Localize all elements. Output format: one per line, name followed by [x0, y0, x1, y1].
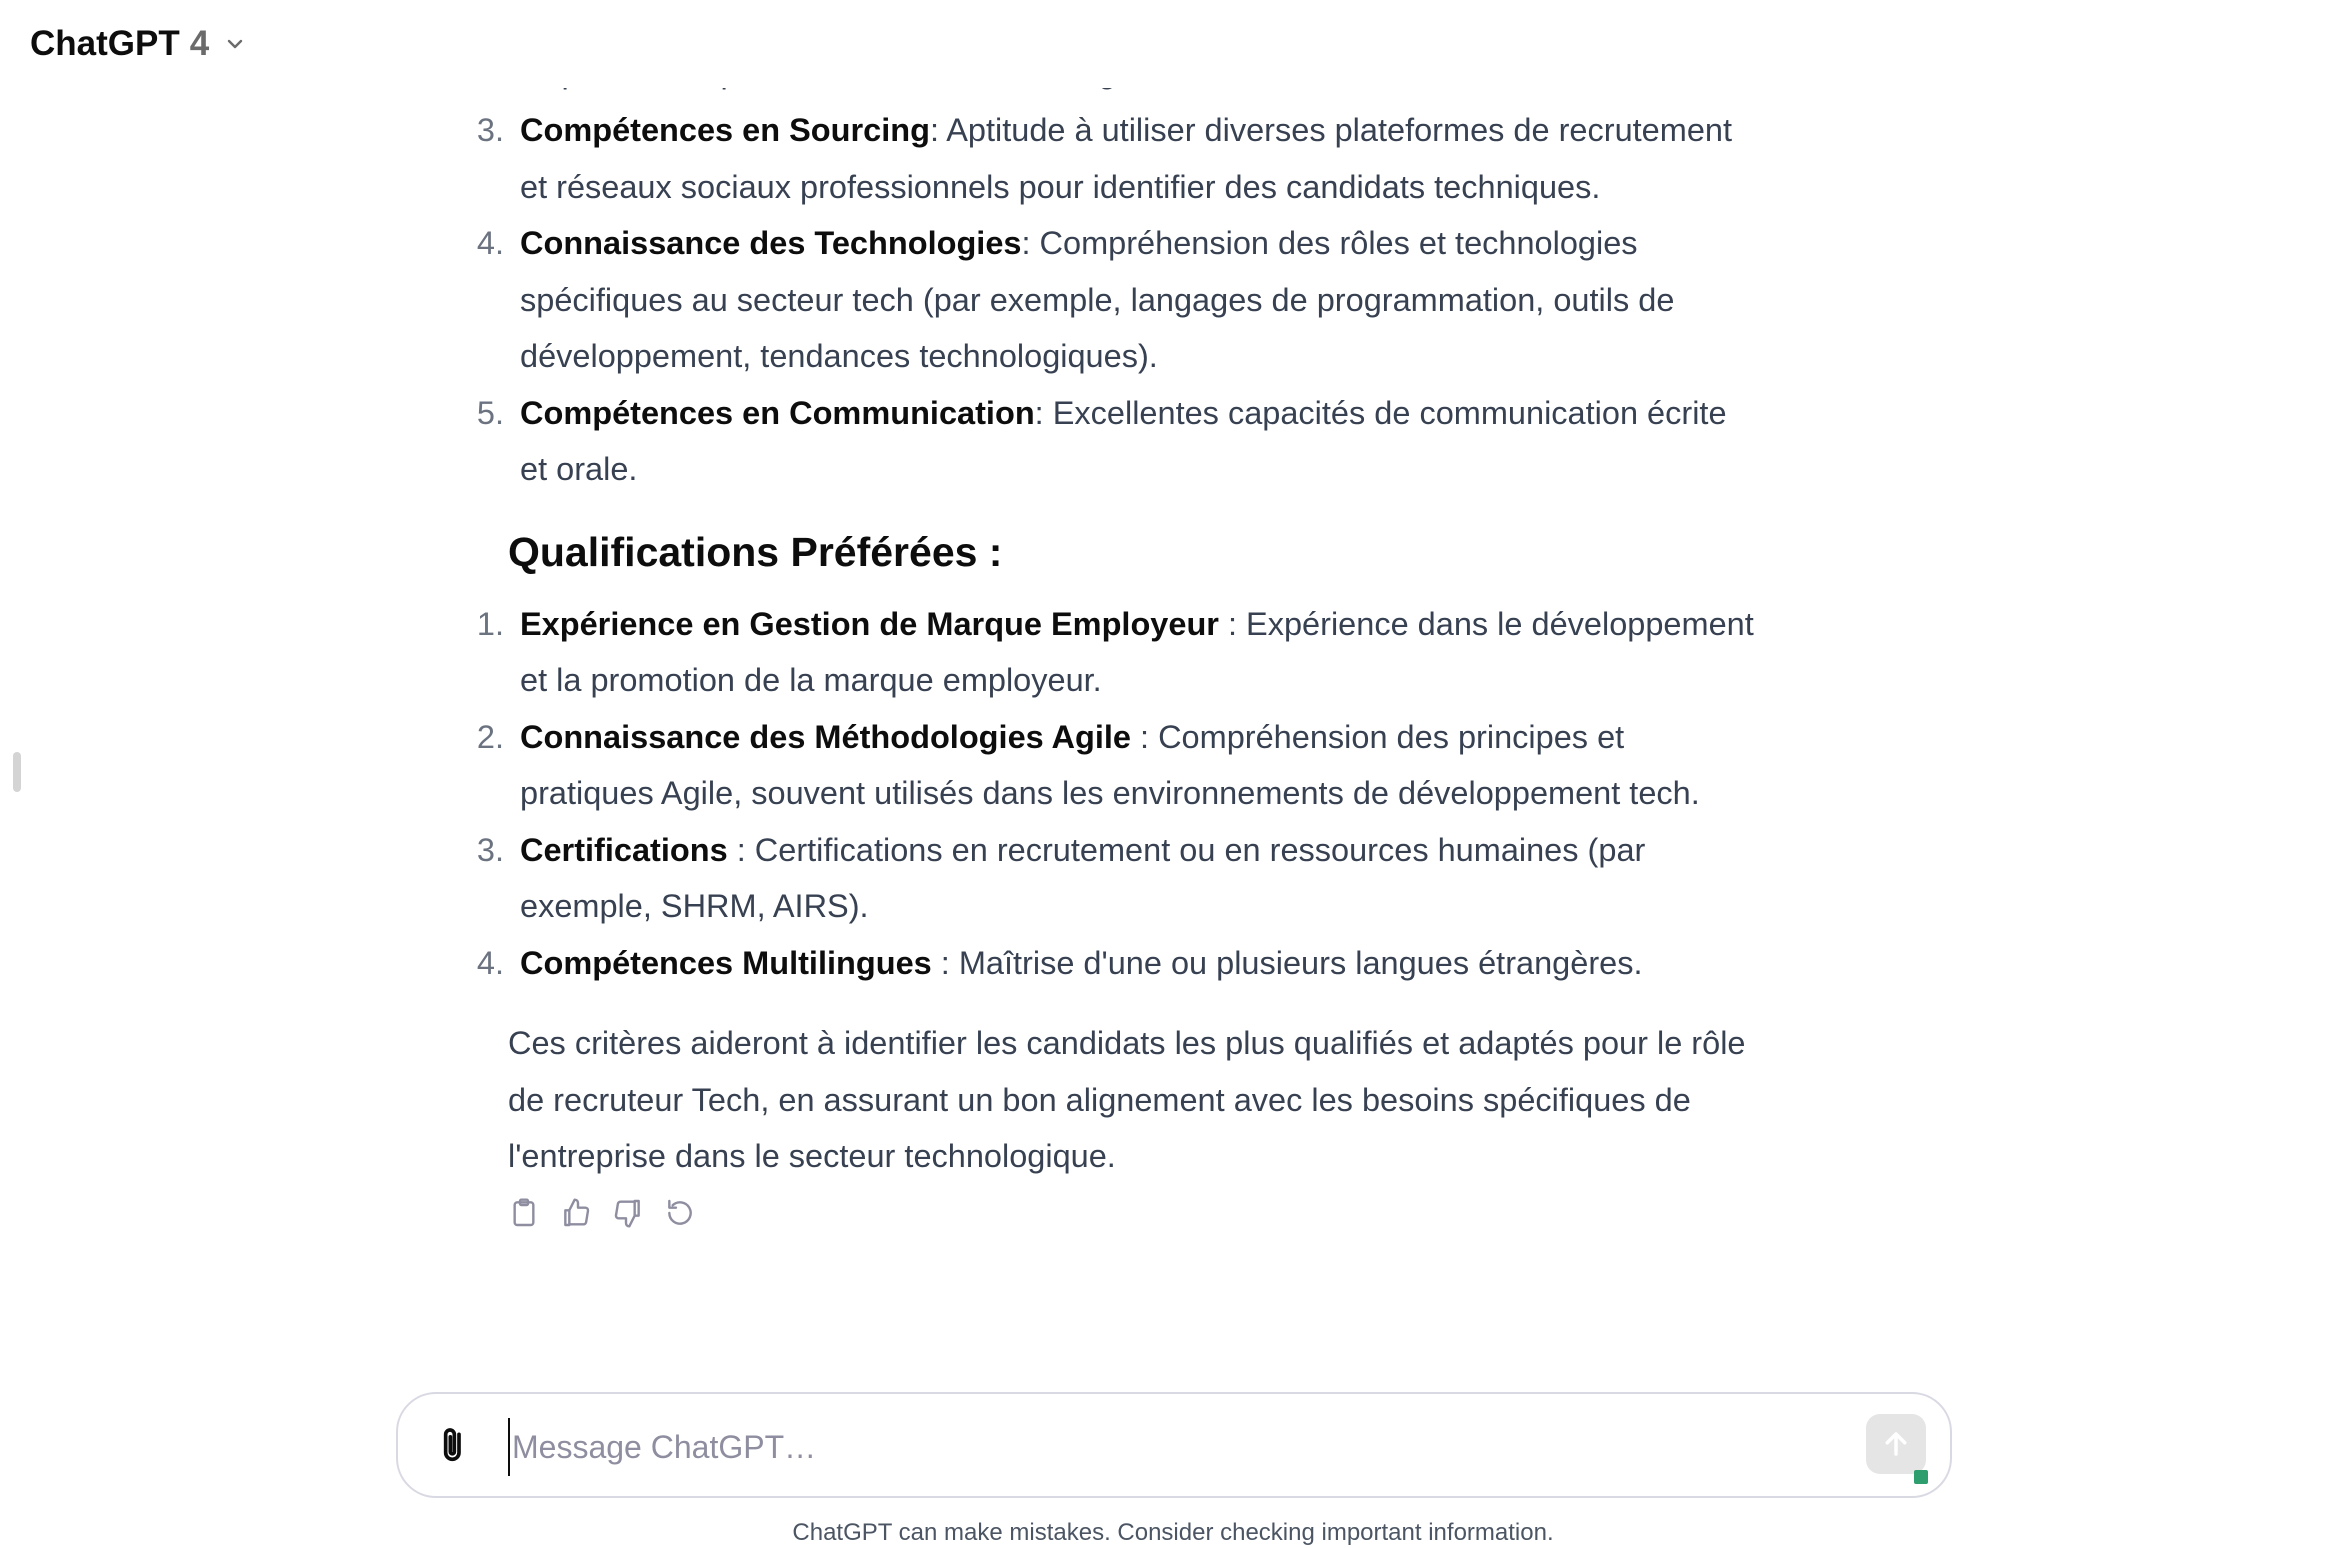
list-item — [476, 215, 1760, 385]
model-selector[interactable] — [24, 20, 253, 68]
disclaimer-text: ChatGPT can make mistakes. Consider checking important information. — [792, 1519, 1554, 1546]
item-text: : Compréhension des rôles et technologies spécifiques au secteur tech (par exemple, langages de programmation, outils de développement, tendances technologiques). — [520, 225, 1675, 374]
item-text: : Maîtrise d'une ou plusieurs langues étrangères. — [931, 944, 1643, 981]
item-title: Compétences en Sourcing — [520, 112, 930, 148]
chevron-down-icon — [223, 32, 247, 56]
model-name: ChatGPT — [30, 24, 180, 63]
list-number: 4. — [476, 944, 504, 981]
list-number: 4. — [476, 225, 504, 261]
preferred-qualifications-list — [476, 596, 1760, 992]
model-version: 4 — [189, 24, 210, 63]
sidebar-toggle-handle[interactable] — [13, 752, 21, 792]
item-title: Expérience en Gestion de Marque Employeur — [520, 605, 1219, 642]
list-number: 1. — [476, 605, 504, 642]
list-number: 3. — [476, 112, 504, 148]
item-text: : Compréhension des principes et pratiques Agile, souvent utilisés dans les environnements de développement tech. — [520, 718, 1700, 811]
item-title: Connaissance des Méthodologies Agile — [520, 718, 1131, 755]
thumbs-up-icon[interactable] — [560, 1197, 592, 1229]
regenerate-icon[interactable] — [664, 1197, 696, 1229]
arrow-up-icon — [1881, 1429, 1911, 1459]
item-text: : Certifications en recrutement ou en ressources humaines (par exemple, SHRM, AIRS). — [520, 831, 1646, 924]
top-bar — [0, 0, 2232, 88]
summary-paragraph: Ces critères aideront à identifier les candidats les plus qualifiés et adaptés pour le rôle de recruteur Tech, en assurant un bon alignement avec les besoins spécifiques de l'entreprise dans le secteur technologique. — [508, 1025, 1746, 1174]
message-input[interactable] — [508, 1418, 1834, 1476]
item-title: Connaissance des Technologies — [520, 225, 1022, 261]
assistant-message — [476, 88, 1760, 1229]
list-number: 2. — [476, 718, 504, 755]
required-skills-list — [476, 88, 1760, 498]
status-indicator — [1914, 1470, 1928, 1484]
item-title: Certifications — [520, 831, 728, 868]
list-item — [476, 709, 1760, 822]
send-button[interactable] — [1866, 1414, 1926, 1474]
item-text: : Aptitude à utiliser diverses plateformes de recrutement et réseaux sociaux professionnels pour identifier des candidats techniques. — [520, 112, 1733, 205]
item-title: Compétences en Communication — [520, 394, 1035, 431]
paperclip-icon[interactable] — [434, 1424, 474, 1468]
list-item — [476, 822, 1760, 935]
list-item — [476, 935, 1760, 992]
thumbs-down-icon[interactable] — [612, 1197, 644, 1229]
list-item — [476, 385, 1760, 498]
list-number: 5. — [476, 394, 504, 431]
section-heading: Qualifications Préférées : — [508, 528, 1003, 575]
item-text: : Excellentes capacités de communication écrite et orale. — [520, 394, 1727, 487]
list-number: 3. — [476, 831, 504, 868]
list-item — [476, 596, 1760, 709]
list-item — [476, 102, 1760, 215]
message-composer — [396, 1392, 1952, 1498]
copy-icon[interactable] — [508, 1197, 540, 1229]
item-text: : Expérience dans le développement et la promotion de la marque employeur. — [520, 605, 1754, 698]
item-title: Compétences Multilingues — [520, 944, 932, 981]
list-item-clipped — [500, 88, 1760, 102]
message-actions — [508, 1197, 1760, 1229]
